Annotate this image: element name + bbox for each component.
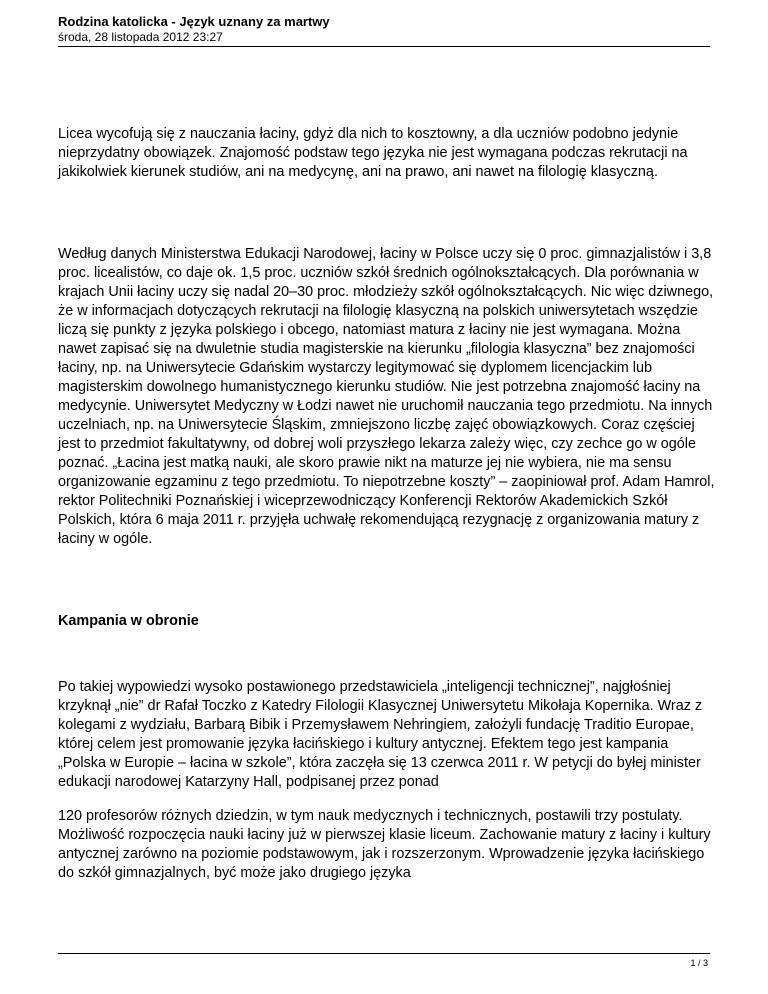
article-paragraph-2-block (58, 245, 718, 549)
article-paragraph-4-block (58, 807, 718, 883)
article-paragraph-2: Według danych Ministerstwa Edukacji Narodowej, łaciny w Polsce uczy się 0 proc. gimnazjalistów i 3,8 proc. licealistów, co daje ok. 1,5 proc. uczniów szkół średnich ogólnokształcących. Dla porównania w krajach Unii łaciny uczy się nadal 20–30 proc. młodzieży szkół ogólnokształcących. Nic więc dziwnego, że w informacjach dotyczących rekrutacji na filologię klasyczną na polskich uniwersytetach wszędzie liczą się punkty z języka polskiego i obcego, natomiast matura z łaciny nie jest wymagana. Można nawet zapisać się na dwuletnie studia magisterskie na kierunku „filologia klasyczna” bez znajomości łaciny, np. na Uniwersytecie Gdańskim wystarczy legitymować się dyplomem licencjackim lub magisterskim dowolnego humanistycznego kierunku studiów. Nie jest potrzebna znajomość łaciny na medycynie. Uniwersytet Medyczny w Łodzi nawet nie uruchomił nauczania tego przedmiotu. Na innych uczelniach, np. na Uniwersytecie Śląskim, zmniejszono liczbę zajęć obowiązkowych. Coraz częściej jest to przedmiot fakultatywny, od dobrej woli przyszłego lekarza zależy więc, czy zechce go w ogóle poznać. „Łacina jest matką nauki, ale skoro prawie nikt na maturze jej nie wybiera, nie ma sensu organizowanie egzaminu z tego przedmiotu. To niepotrzebne koszty” – zaopiniował prof. Adam Hamrol, rektor Politechniki Poznańskiej i wiceprzewodniczący Konferencji Rektorów Akademickich Szkół Polskich, która 6 maja 2011 r. przyjęła uchwałę rekomendującą rezygnację z organizowania matury z łaciny w ogóle. (58, 246, 715, 547)
footer-divider (58, 953, 710, 954)
section-heading: Kampania w obronie (58, 613, 199, 629)
page-number: 1 / 3 (690, 958, 708, 968)
article-paragraph-3: Po takiej wypowiedzi wysoko postawionego przedstawiciela „inteligencji technicznej”, najgłośniej krzyknął „nie” dr Rafał Toczko z Katedry Filologii Klasycznej Uniwersytetu Mikołaja Kopernika. Wraz z kolegami z wydziału, Barbarą Bibik i Przemysławem Nehringiem, założyli fundację Traditio Europae, której celem jest promowanie języka łacińskiego i kultury antycznej. Efektem tego jest kampania „Polska w Europie – łacina w szkole”, która zaczęła się 13 czerwca 2011 r. W petycji do byłej minister edukacji narodowej Katarzyny Hall, podpisanej przez ponad (58, 679, 703, 790)
document-title: Rodzina katolicka - Język uznany za martwy (58, 14, 330, 29)
header-divider (58, 46, 710, 47)
document-date: środa, 28 listopada 2012 23:27 (58, 30, 223, 44)
article-paragraph-4: 120 profesorów różnych dziedzin, w tym nauk medycznych i technicznych, postawili trzy postulaty. Możliwość rozpoczęcia nauki łaciny już w pierwszej klasie liceum. Zachowanie matury z łaciny i kultury antycznej zarówno na poziomie podstawowym, jak i rozszerzonym. Wprowadzenie języka łacińskiego do szkół gimnazjalnych, być może jako drugiego języka (58, 808, 711, 881)
article-paragraph-3-block (58, 678, 718, 792)
article-paragraph-1-block (58, 125, 718, 182)
article-paragraph-1: Licea wycofują się z nauczania łaciny, gdyż dla nich to kosztowny, a dla uczniów podobno jedynie nieprzydatny obowiązek. Znajomość podstaw tego języka nie jest wymagana podczas rekrutacji na jakikolwiek kierunek studiów, ani na medycynę, ani na prawo, ani nawet na filologię klasyczną. (58, 126, 688, 180)
page-header (58, 14, 718, 44)
